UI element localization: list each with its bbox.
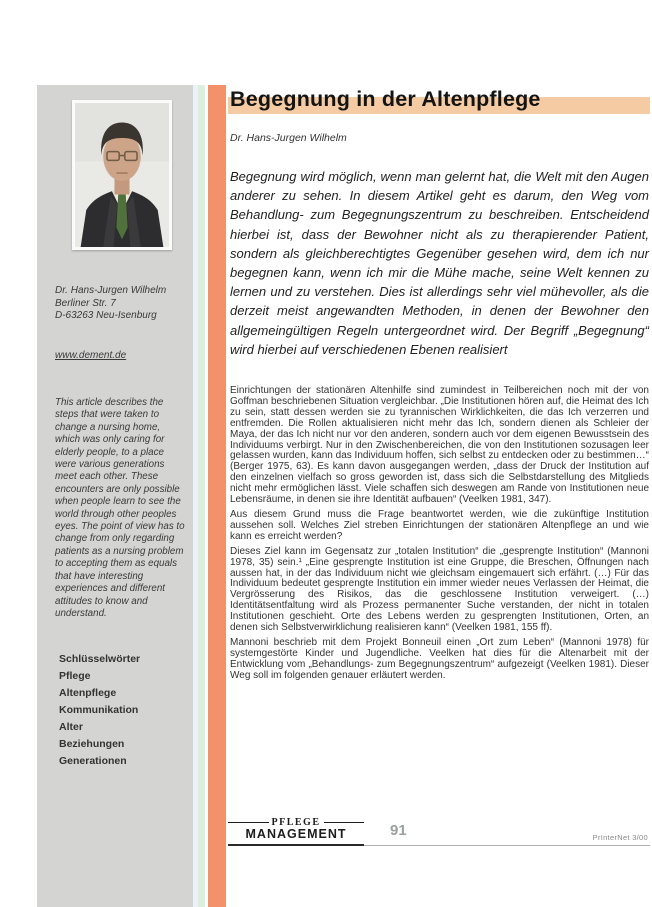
address-line: D-63263 Neu-Isenburg [55,310,157,321]
website-link[interactable]: www.dement.de [55,350,127,361]
address-line: Dr. Hans-Jurgen Wilhelm [55,285,167,296]
footer-rule-gray [364,845,650,846]
page-title: Begegnung in der Altenpflege [228,86,650,115]
body-paragraph: Einrichtungen der stationären Altenhilfe sind zumindest in Teilbereichen noch mit der von Goffman beschriebenen Situation vergleichbar. „Die Institutionen hören auf, die Heimat des Ich zu sein, statt dessen werden sie zu tyrannischen Wirklichkeiten, die das Ich verzerren und entfremden. Die Rollen aktualisieren nicht mehr das Ich, sondern dienen als Schleier der Maya, der das Ich nicht nur vor den anderen, sondern auch vor dem eigenen Bewusstsein des Individuums verbirgt. Nur in den Zwischenbereichen, die von den Institutionen sozusagen leer gelassen wurden, kann das Individuum hoffen, sich selbst zu entdecken oder zu bestimmen…“ (Berger 1975, 63). Es kann davon ausgegangen werden, „dass der Druck der Institution auf den einzelnen vielfach so gross geworden ist, dass sich die Selbstdarstellung des Mitglieds nicht mehr ermöglichen lässt. Viele schaffen sich deswegen am Rande von Institutionen neue Lebensräume, in denen sie ihre Identität aufbauen“ (Veelken 1981, 347). [230,385,649,506]
keywords-block [59,651,189,770]
sidebar [37,85,193,907]
stripe-green [198,85,205,907]
author-photo [72,100,172,250]
body-paragraph: Dieses Ziel kann im Gegensatz zur „totalen Institution“ die „gesprengte Institution“ (Mannoni 1978, 35) sein.¹ „Eine gesprengte Institution ist eine Gruppe, die Breschen, Öffnungen nach aussen hat, in der das Individuum nicht wie gleichsam eingemauert sich erfährt. (…) Für das Individuum bedeutet gesprengte Institution ein immer wieder neues Verlassen der Heimat, die Vergrösserung des Risikos, das die geschlossene Institution verweigert. (…) Identitätsentfaltung wird als Prozess permanenter Suche verstanden, der nicht in totalen Institutionen geschieht. Orte des Lebens werden zu gesprengten Institutionen, Orten, an denen sich Selbstverwirklichung realisieren kann“ (Veelken 1981, 155 ff). [230,545,649,634]
logo-rule-right [324,822,365,823]
keyword: Alter [59,721,83,733]
logo-rule-left [228,822,269,823]
footer-rule-dark [228,844,364,846]
journal-logo-line1: PFLEGE [271,817,321,828]
page-number: 91 [390,822,407,839]
keyword: Kommunikation [59,704,139,716]
keywords-heading: Schlüsselwörter [59,653,141,665]
article-body [230,386,649,686]
lead-paragraph: Begegnung wird möglich, wenn man gelernt hat, die Welt mit den Augen anderer zu sehen. In diesem Artikel geht es darum, den Weg vom Behandlung- zum Begegnungszentrum zu beschreiben. Entscheidend hierbei ist, dass der Bewohner nicht als zu therapierender Patient, sondern als gleichberechtigtes Gegenüber gesehen wird, dem ich nur begegnen kann, wenn ich mir die Mühe mache, seine Welt kennen zu lernen und zu verstehen. Dies ist allerdings sehr viel mühevoller, als die derzeit meist angewandten Methoden, in denen der Bewohner den allgemeingültigen Regeln untergeordnet wird. Der Begriff „Begegnung“ wird hierbei auf verschiedenen Ebenen realisiert [230,169,649,357]
accent-bar [208,85,226,907]
keyword: Altenpflege [59,687,117,699]
body-paragraph: Aus diesem Grund muss die Frage beantwortet werden, wie die zukünftige Institution aussehen soll. Welches Ziel streben Einrichtungen der stationären Altenpflege an und wie kann es erreicht werden? [230,508,649,542]
address-line: Berliner Str. 7 [55,297,116,309]
author-byline: Dr. Hans-Jurgen Wilhelm [230,132,347,144]
keyword: Beziehungen [59,738,125,750]
portrait-icon [75,103,169,247]
keyword: Generationen [59,755,127,767]
issue-label: PrInterNet 3/00 [592,833,648,842]
journal-logo-line2: MANAGEMENT [245,827,347,841]
keyword: Pflege [59,670,91,682]
journal-logo [228,817,364,841]
english-abstract: This article describes the steps that were taken to change a nursing home, which was only caring for elderly people, to a place were various generations meet each other. These encounters are only possible when people learn to see the world through other peoples eyes. The point of view has to change from only regarding patients as a nursing problem to accepting them as equals that have interesting experiences and different attitudes to know and understand. [55,397,185,619]
author-address [55,285,185,323]
body-paragraph: Mannoni beschrieb mit dem Projekt Bonneuil einen „Ort zum Leben“ (Mannoni 1978) für systemgestörte Kinder und Jugendliche. Veelken hat dies für die Altenarbeit mit der Entwicklung vom „Behandlungs- zum Begegnungszentrum“ aufgezeigt (Veelken 1981). Dieser Weg soll im folgenden genauer erläutert werden. [230,636,649,681]
